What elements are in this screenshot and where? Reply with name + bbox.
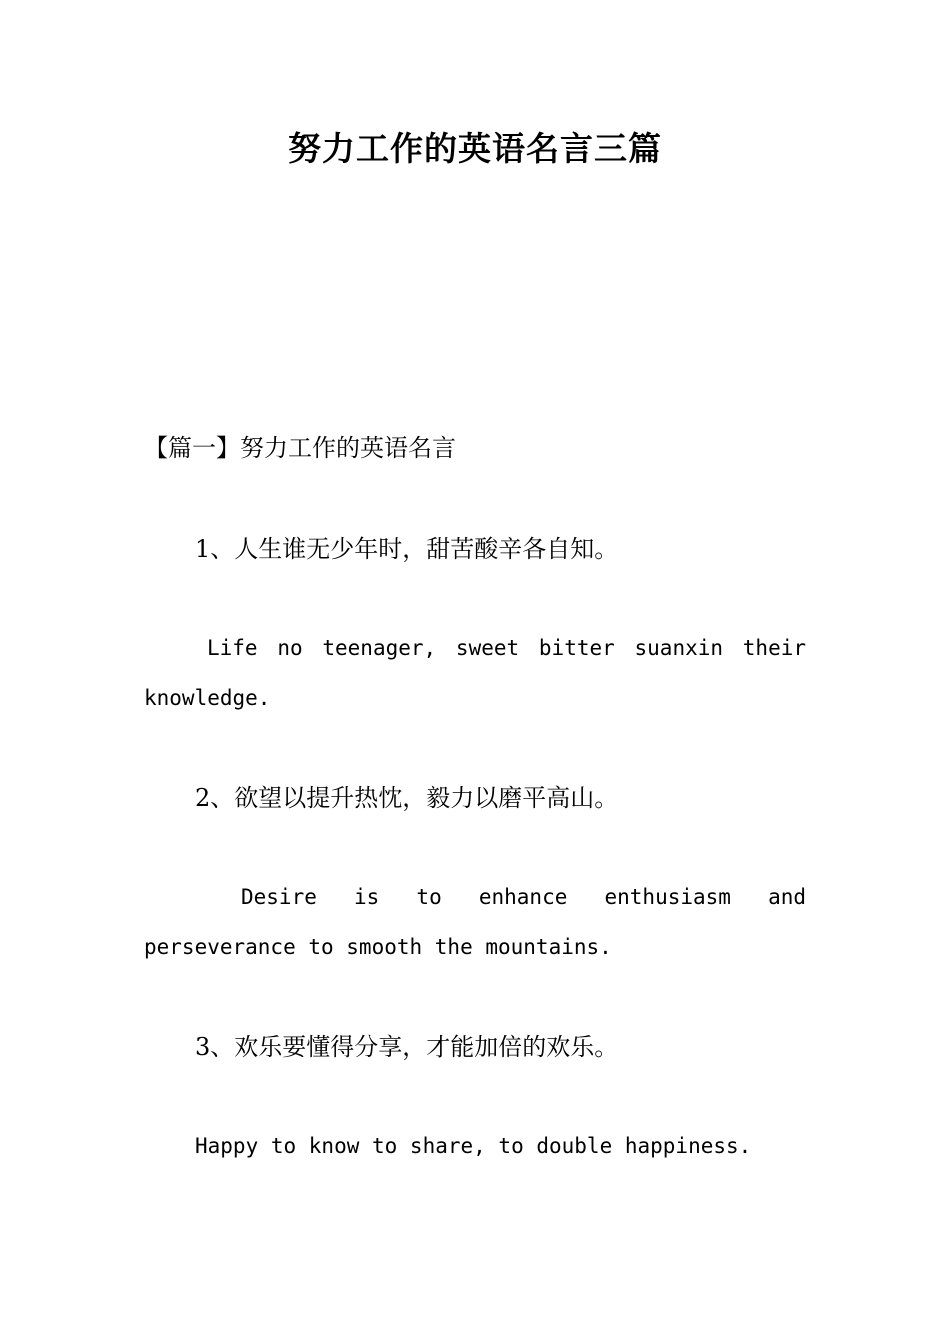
quote-1-chinese: 1、人生谁无少年时，甜苦酸辛各自知。 [195, 535, 619, 563]
quote-3-chinese: 3、欢乐要懂得分享，才能加倍的欢乐。 [195, 1033, 619, 1061]
quote-2-chinese: 2、欲望以提升热忱，毅力以磨平高山。 [195, 784, 619, 812]
quote-2-english: Desire is to enhance enthusiasm and perseverance to smooth the mountains. [144, 885, 806, 959]
document-title: 努力工作的英语名言三篇 [288, 129, 662, 168]
quote-3-english: Happy to know to share, to double happiness. [195, 1134, 752, 1158]
quote-1-english: Life no teenager, sweet bitter suanxin their knowledge. [144, 636, 806, 710]
section-heading: 【篇一】努力工作的英语名言 [144, 434, 456, 462]
